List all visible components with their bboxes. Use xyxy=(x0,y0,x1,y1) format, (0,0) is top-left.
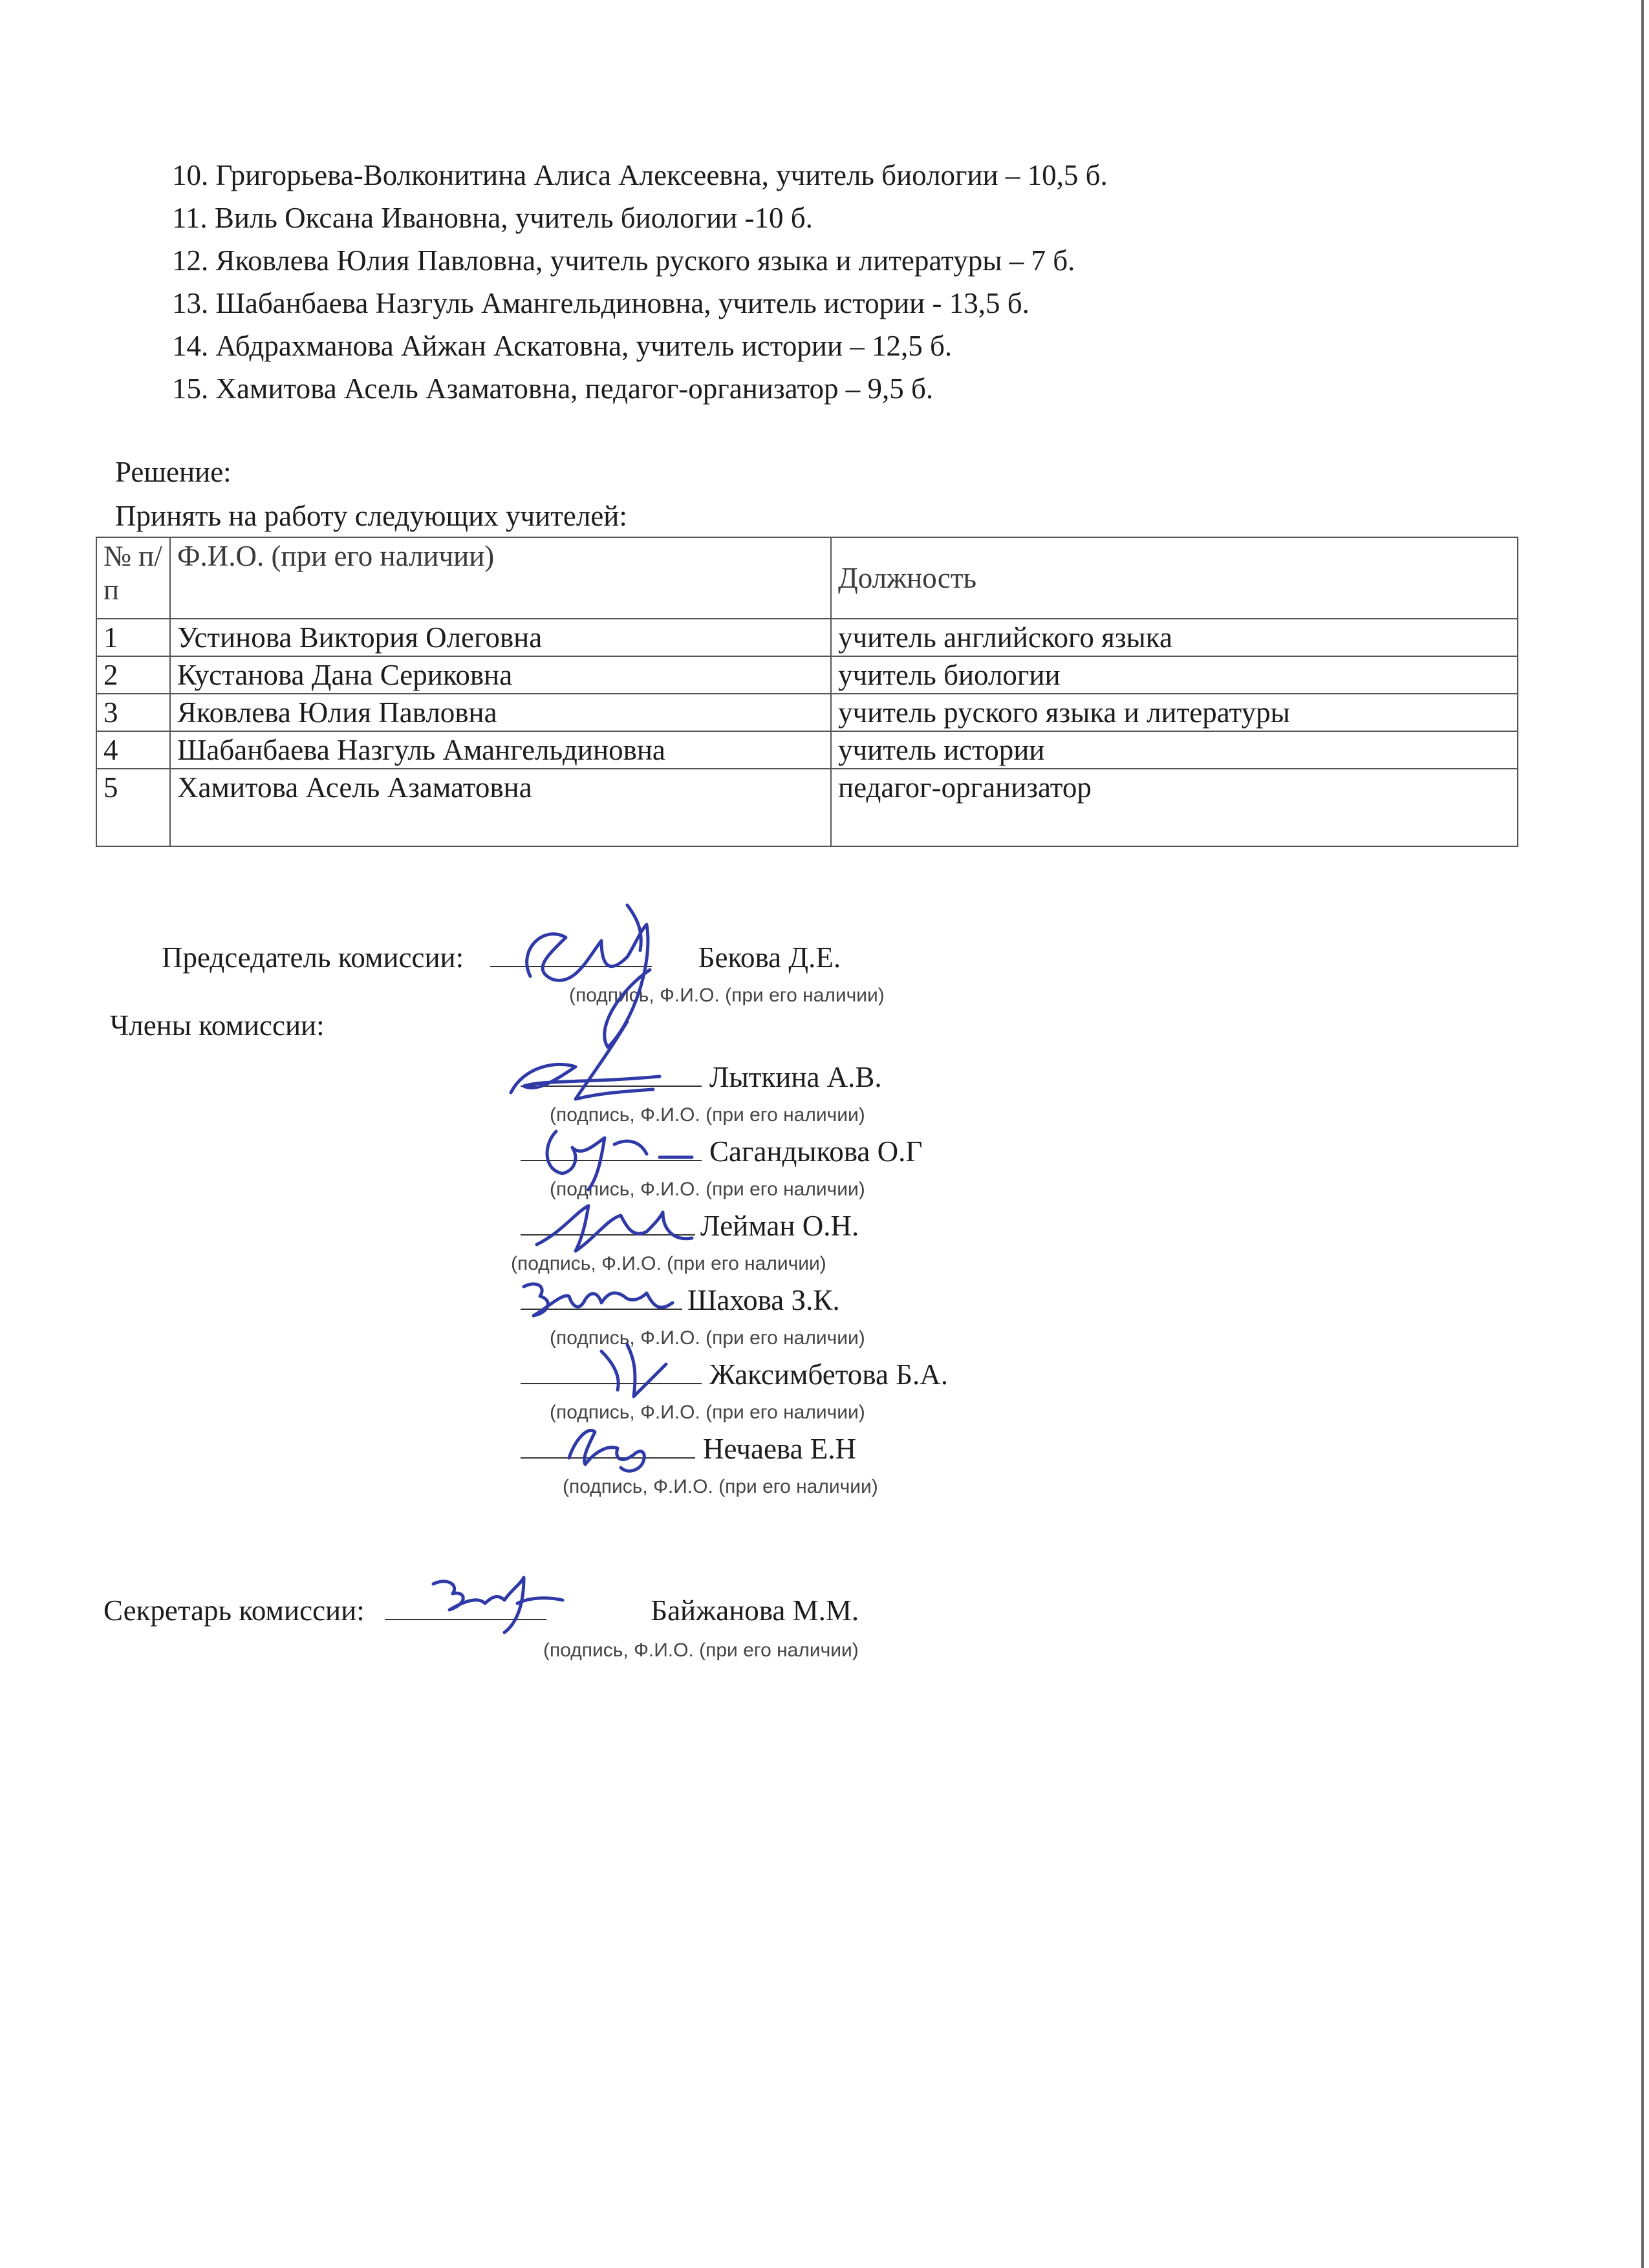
member-signature xyxy=(498,1015,692,1118)
member-signature xyxy=(517,1118,711,1196)
table-row xyxy=(96,694,1518,731)
cell-position: учитель биологии xyxy=(831,656,1518,694)
table-header-row xyxy=(96,537,1518,619)
signature-caption: (подпись, Ф.И.О. (при его наличии) xyxy=(511,1253,826,1274)
table-row xyxy=(96,656,1518,694)
member-signature xyxy=(524,1193,705,1264)
list-item: 11. Виль Оксана Ивановна, учитель биологии -10 б. xyxy=(172,202,813,234)
list-item: 13. Шабанбаева Назгуль Амангельдиновна, учитель истории - 13,5 б. xyxy=(172,287,1029,319)
member-signature xyxy=(517,1267,698,1338)
chairman-name: Бекова Д.Е. xyxy=(698,941,841,974)
table-row xyxy=(96,769,1518,846)
header-position xyxy=(831,537,1518,619)
signature-caption: (подпись, Ф.И.О. (при его наличии) xyxy=(550,1327,865,1349)
member-name: Лыткина А.В. xyxy=(709,1061,882,1093)
scan-page-edge xyxy=(1641,0,1644,2268)
list-item: 15. Хамитова Асель Азаматовна, педагог-организатор – 9,5 б. xyxy=(172,372,934,405)
list-item: 14. Абдрахманова Айжан Аскатовна, учитель истории – 12,5 б. xyxy=(172,330,953,362)
signature-caption: (подпись, Ф.И.О. (при его наличии) xyxy=(550,1402,865,1423)
list-item: 10. Григорьева-Волконитина Алиса Алексеевна, учитель биологии – 10,5 б. xyxy=(172,159,1108,191)
member-signature xyxy=(582,1332,685,1416)
cell-name: Устинова Виктория Олеговна xyxy=(170,619,831,656)
chairman-row xyxy=(162,937,841,974)
cell-name: Яковлева Юлия Павловна xyxy=(170,694,831,731)
header-number: № п/п xyxy=(96,537,170,619)
cell-number: 2 xyxy=(96,656,170,694)
cell-name: Шабанбаева Назгуль Амангельдиновна xyxy=(170,731,831,769)
table-row xyxy=(96,731,1518,769)
member-name: Сагандыкова О.Г xyxy=(709,1135,923,1168)
secretary-name: Байжанова М.М. xyxy=(651,1594,859,1627)
table-row xyxy=(96,619,1518,656)
cell-number: 4 xyxy=(96,731,170,769)
member-name: Жаксимбетова Б.А. xyxy=(709,1358,949,1391)
member-name: Шахова З.К. xyxy=(687,1284,840,1316)
cell-name: Хамитова Асель Азаматовна xyxy=(170,769,831,846)
cell-position: учитель английского языка xyxy=(831,619,1518,656)
member-name: Нечаева Е.Н xyxy=(703,1433,857,1465)
secretary-signature xyxy=(420,1558,588,1642)
signature-caption: (подпись, Ф.И.О. (при его наличии) xyxy=(563,1476,878,1497)
signature-caption: (подпись, Ф.И.О. (при его наличии) xyxy=(543,1640,859,1661)
secretary-label: Секретарь комиссии: xyxy=(103,1594,365,1627)
list-item: 12. Яковлева Юлия Павловна, учитель руского языка и литературы – 7 б. xyxy=(172,244,1075,277)
signature-caption: (подпись, Ф.И.О. (при его наличии) xyxy=(550,1179,865,1200)
cell-number: 3 xyxy=(96,694,170,731)
cell-position: педагог-организатор xyxy=(831,769,1518,846)
decision-text: Принять на работу следующих учителей: xyxy=(115,500,627,532)
header-position-label: Должность xyxy=(838,562,977,594)
candidate-list xyxy=(172,154,1108,410)
header-name: Ф.И.О. (при его наличии) xyxy=(170,537,831,619)
cell-number: 5 xyxy=(96,769,170,846)
cell-number: 1 xyxy=(96,619,170,656)
members-label: Члены комиссии: xyxy=(110,1009,325,1042)
signature-caption: (подпись, Ф.И.О. (при его наличии) xyxy=(550,1104,865,1126)
member-signature xyxy=(556,1413,685,1484)
cell-position: учитель руского языка и литературы xyxy=(831,694,1518,731)
cell-position: учитель истории xyxy=(831,731,1518,769)
chairman-label: Председатель комиссии: xyxy=(162,941,464,974)
decision-heading: Решение: xyxy=(115,456,232,488)
hire-table xyxy=(96,537,1518,847)
signature-caption: (подпись, Ф.И.О. (при его наличии) xyxy=(569,985,885,1006)
member-name: Лейман О.Н. xyxy=(700,1210,859,1242)
cell-name: Кустанова Дана Сериковна xyxy=(170,656,831,694)
